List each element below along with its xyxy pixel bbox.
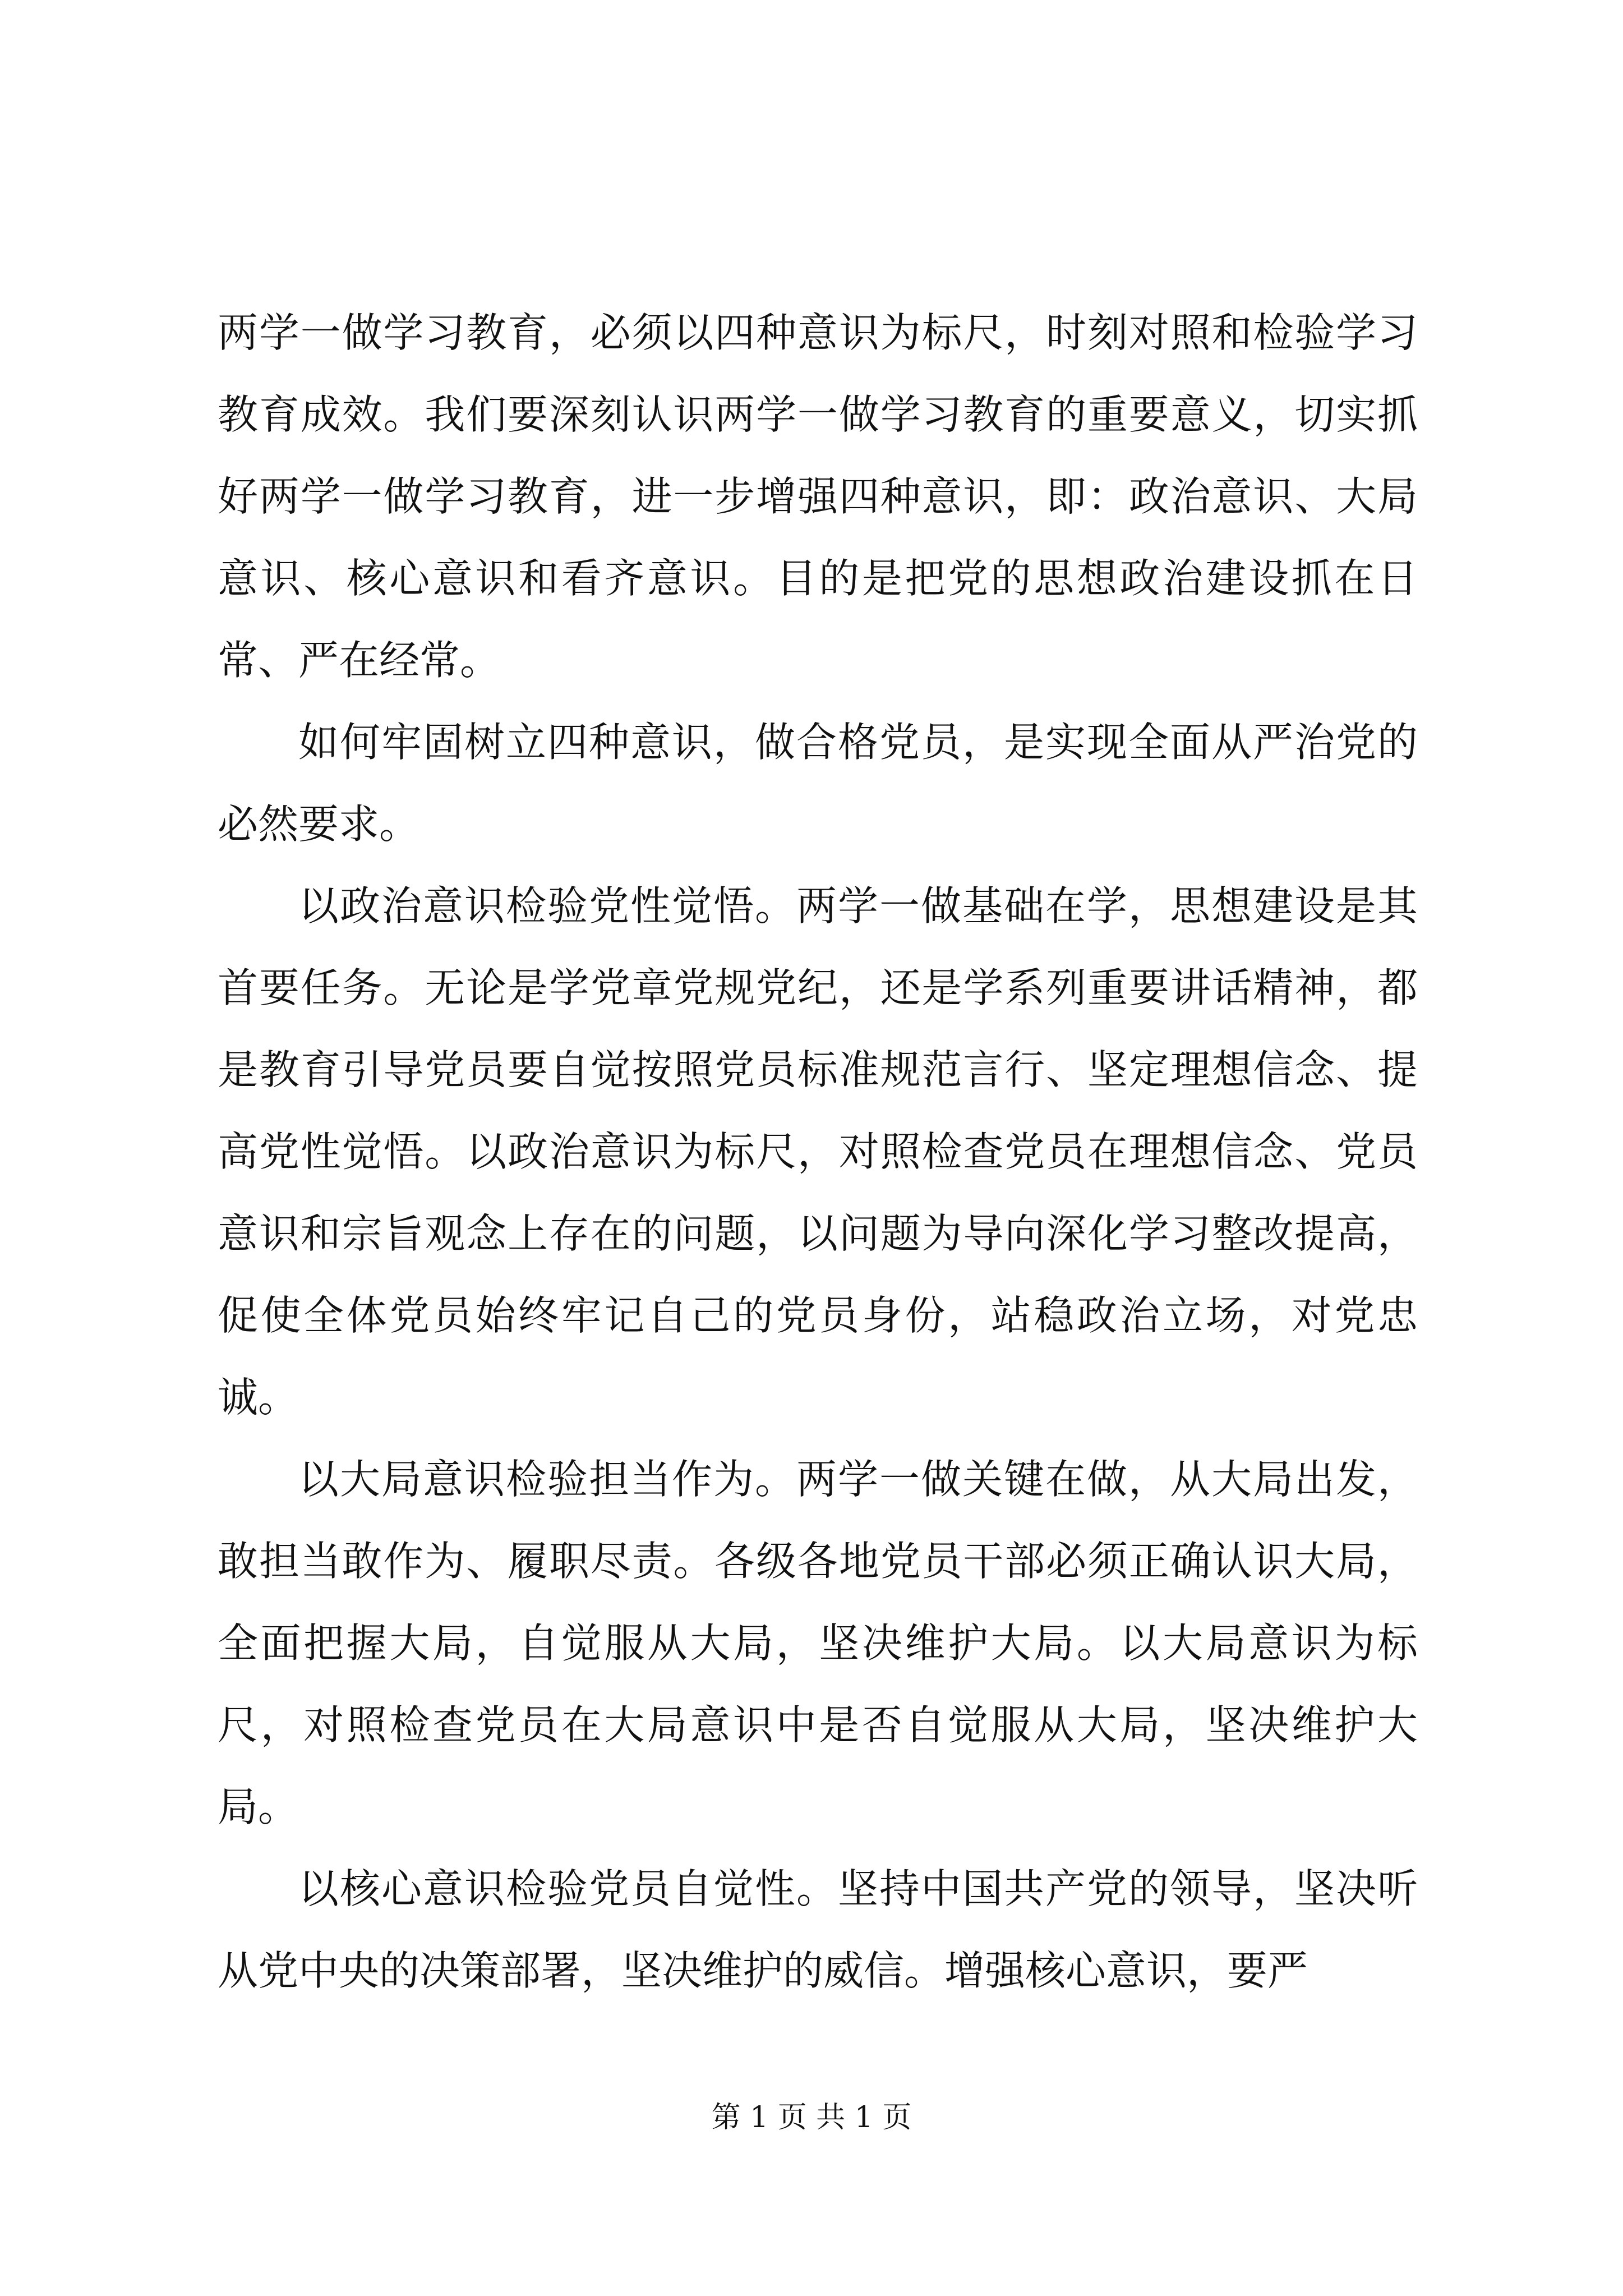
paragraph-5: 以核心意识检验党员自觉性。坚持中国共产党的领导，坚决听从党中央的决策部署，坚决维护的威信。增强核心意识，要严 [218, 1865, 1418, 1994]
paragraph-3: 以政治意识检验党性觉悟。两学一做基础在学，思想建设是其首要任务。无论是学党章党规党纪，还是学系列重要讲话精神，都是教育引导党员要自觉按照党员标准规范言行、坚定理想信念、提高党性觉悟。以政治意识为标尺，对照检查党员在理想信念、党员意识和宗旨观念上存在的问题，以问题为导向深化学习整改提高，促使全体党员始终牢记自己的党员身份，站稳政治立场，对党忠诚。 [218, 882, 1418, 1421]
paragraph-4: 以大局意识检验担当作为。两学一做关键在做，从大局出发，敢担当敢作为、履职尽责。各级各地党员干部必须正确认识大局，全面把握大局，自觉服从大局，坚决维护大局。以大局意识为标尺，对照检查党员在大局意识中是否自觉服从大局，坚决维护大局。 [218, 1456, 1418, 1830]
page-number-footer: 第 1 页 共 1 页 [711, 2101, 912, 2134]
paragraph-2: 如何牢固树立四种意识，做合格党员，是实现全面从严治党的必然要求。 [218, 719, 1418, 848]
paragraph-1: 两学一做学习教育，必须以四种意识为标尺，时刻对照和检验学习教育成效。我们要深刻认识两学一做学习教育的重要意义，切实抓好两学一做学习教育，进一步增强四种意识，即：政治意识、大局意识、核心意识和看齐意识。目的是把党的思想政治建设抓在日常、严在经常。 [218, 309, 1418, 684]
document-body [218, 292, 1418, 2012]
